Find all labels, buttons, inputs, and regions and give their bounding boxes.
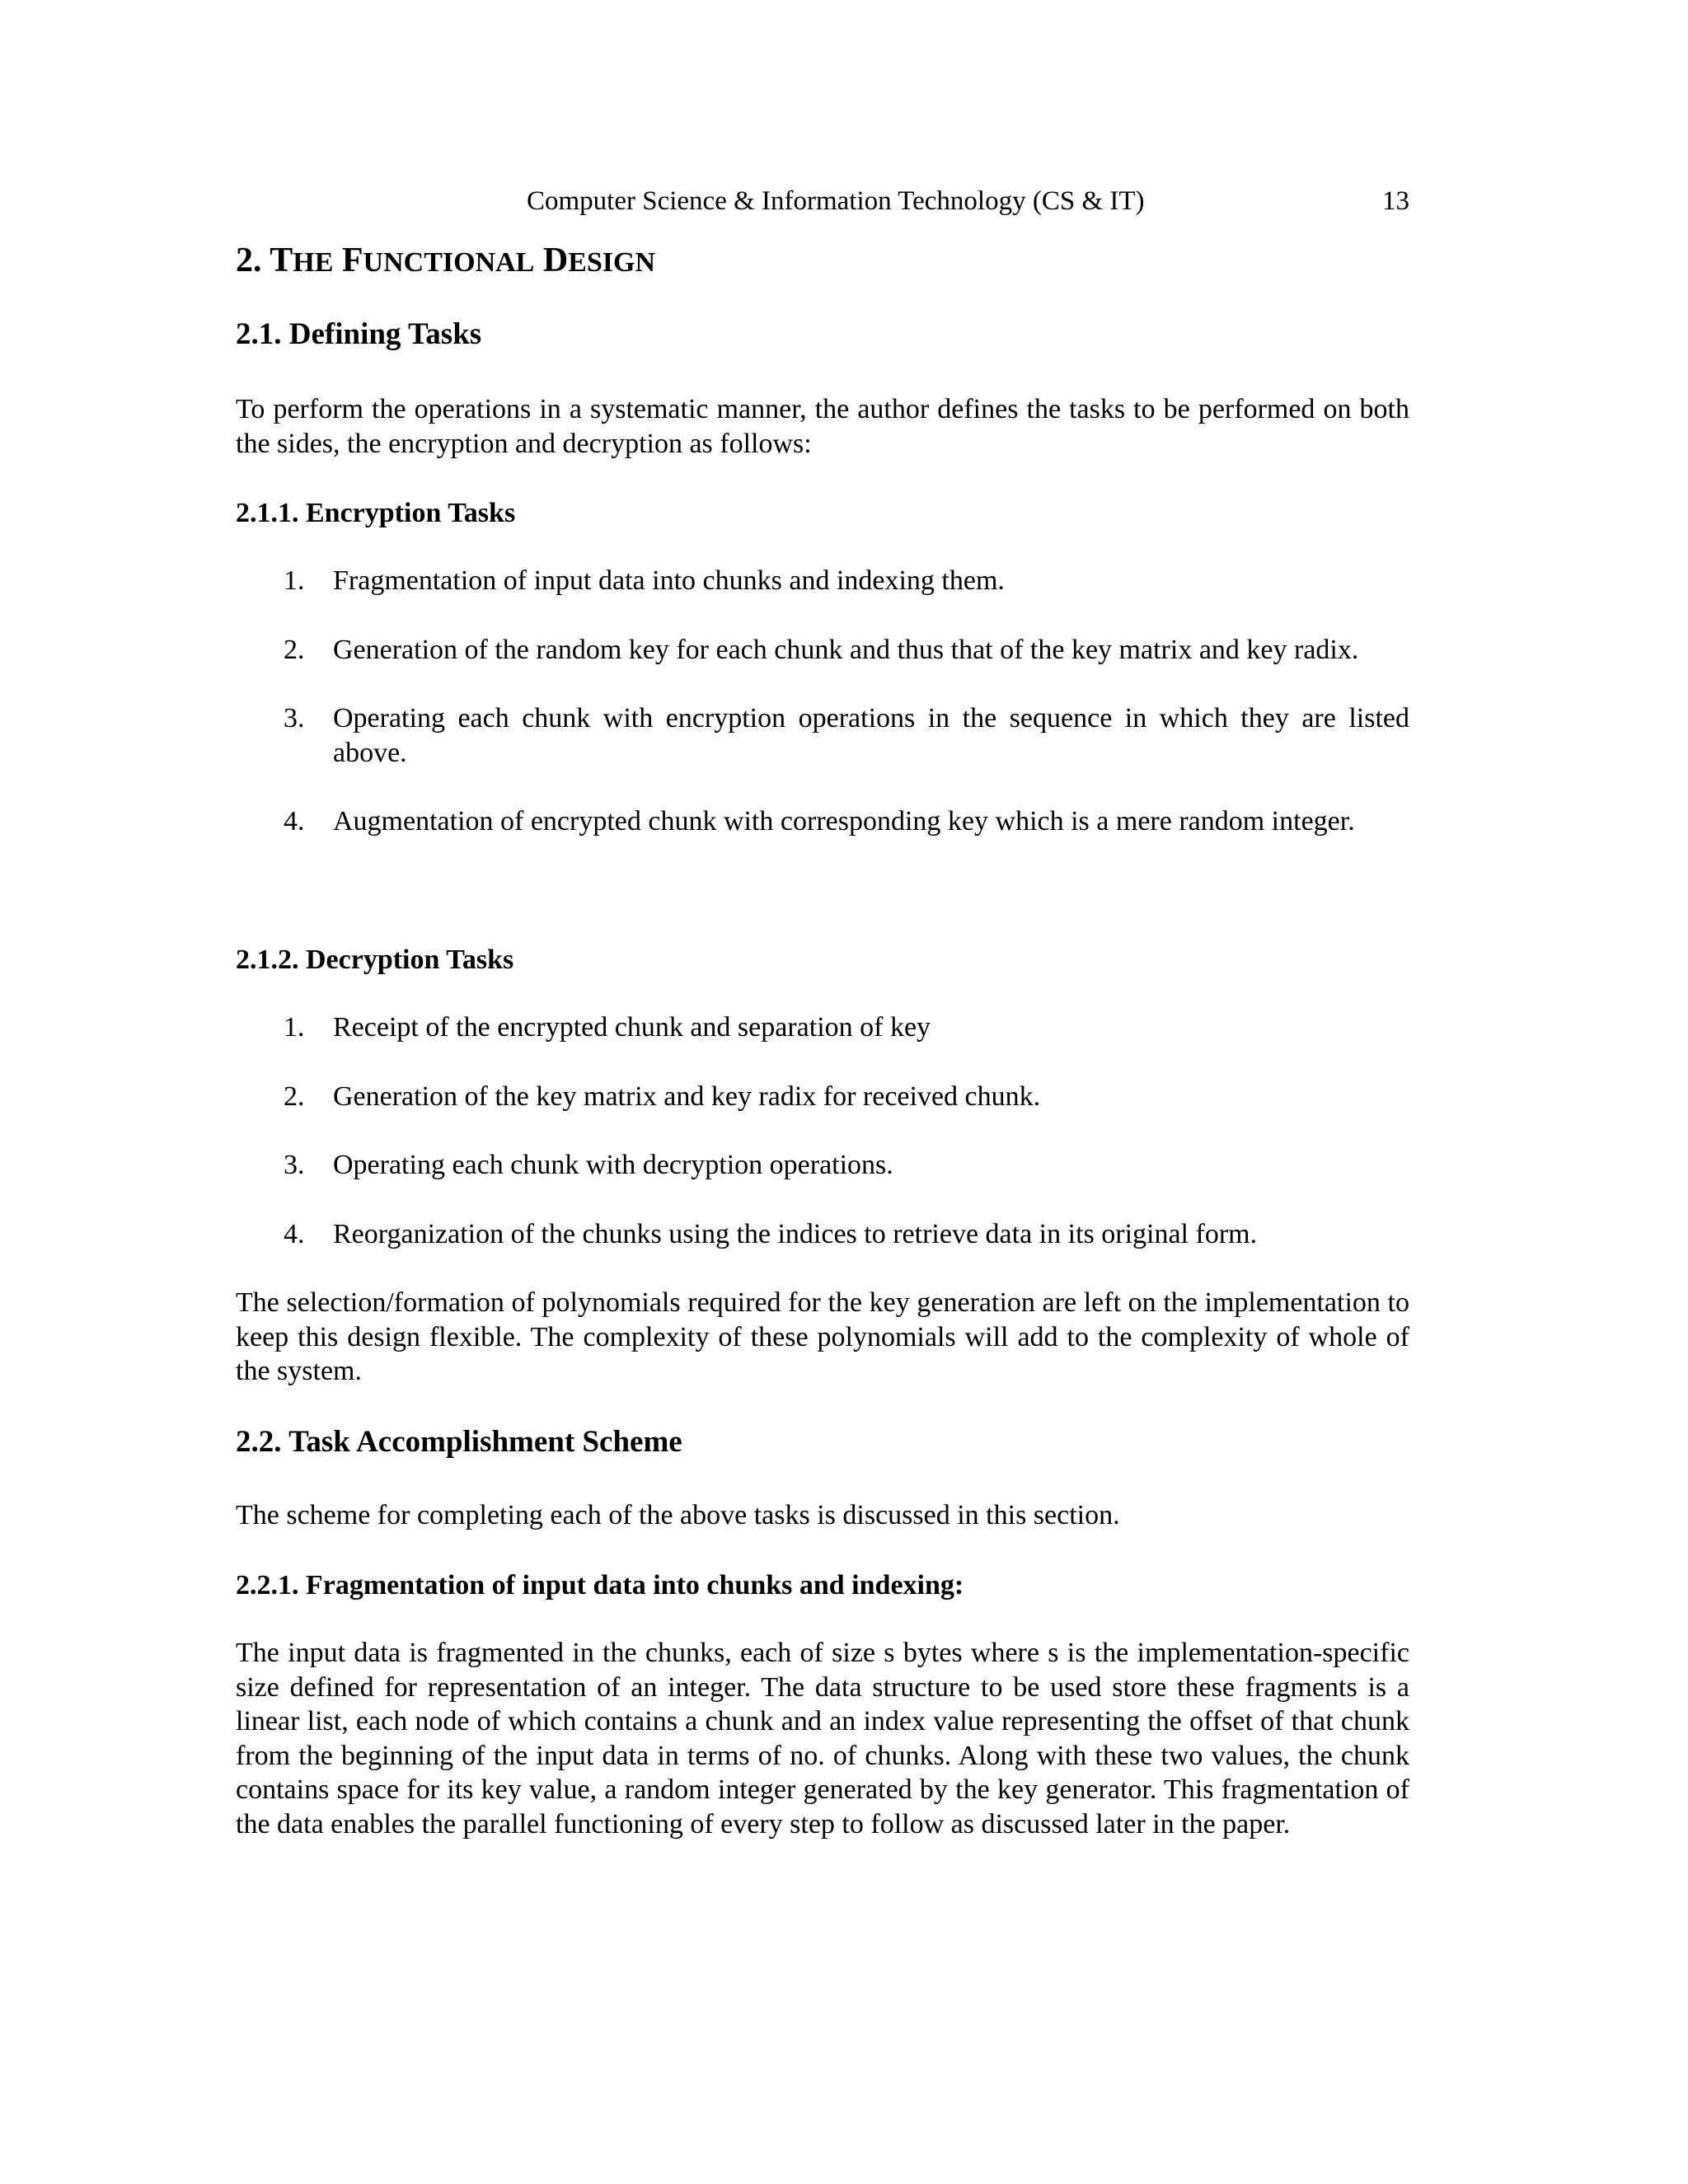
list-item	[236, 633, 1409, 668]
section-2-number: 2.	[236, 241, 270, 279]
decryption-tasks-list	[236, 1010, 1409, 1251]
list-number: 1.	[284, 1012, 305, 1043]
list-item	[236, 1217, 1409, 1252]
list-number: 1.	[284, 565, 305, 596]
list-item-text: Operating each chunk with encryption operations in the sequence in which they are listed above.	[333, 703, 1409, 768]
list-number: 4.	[284, 1218, 305, 1249]
running-header	[236, 183, 1409, 219]
list-number: 2.	[284, 1080, 305, 1112]
encryption-tasks-list	[236, 564, 1409, 839]
section-2-2-1-heading: 2.2.1. Fragmentation of input data into chunks and indexing:	[236, 1570, 964, 1601]
list-item-text: Operating each chunk with decryption operations.	[333, 1150, 893, 1180]
list-item	[236, 564, 1409, 598]
list-number: 3.	[284, 1150, 305, 1180]
list-number: 4.	[284, 806, 305, 837]
section-2-1-1-heading: 2.1.1. Encryption Tasks	[236, 498, 516, 528]
heading-word-2-rest: UNCTIONAL	[363, 247, 535, 278]
list-item-text: Generation of the key matrix and key radix for received chunk.	[333, 1080, 1041, 1112]
list-item	[236, 804, 1409, 839]
section-2-2-heading: 2.2. Task Accomplishment Scheme	[236, 1425, 682, 1459]
running-header-title: Computer Science & Information Technology (CS & IT)	[527, 186, 1145, 216]
section-2-1-heading: 2.1. Defining Tasks	[236, 317, 482, 351]
polynomial-note-paragraph: The selection/formation of polynomials required for the key generation are left on the implementation to keep this design flexible. The complexity of these polynomials will add to the complexity of whole of the system.	[236, 1287, 1409, 1386]
heading-word-3-rest: ESIGN	[568, 247, 656, 278]
list-number: 3.	[284, 703, 305, 733]
heading-word-1-rest: HE	[293, 247, 334, 278]
heading-word-2-cap: F	[341, 241, 363, 279]
list-item	[236, 1080, 1409, 1114]
list-item	[236, 701, 1409, 770]
list-item	[236, 1148, 1409, 1183]
section-2-2-intro: The scheme for completing each of the above tasks is discussed in this section.	[236, 1500, 1120, 1530]
list-item-text: Augmentation of encrypted chunk with corresponding key which is a mere random integer.	[333, 806, 1355, 837]
list-number: 2.	[284, 634, 305, 665]
list-item	[236, 1010, 1409, 1045]
section-2-2-1-body: The input data is fragmented in the chunks, each of size s bytes where s is the implementation-specific size defined for representation of an integer. The data structure to be used store these fragments is a linear list, each node of which contains a chunk and an index value representing the offset of that chunk from the beginning of the input data in terms of no. of chunks. Along with these two values, the chunk contains space for its key value, a random integer generated by the key generator. This fragmentation of the data enables the parallel functioning of every step to follow as discussed later in the paper.	[236, 1638, 1409, 1840]
section-2-1-2-heading: 2.1.2. Decryption Tasks	[236, 944, 514, 975]
heading-word-1-cap: T	[270, 241, 293, 279]
section-2-1-intro: To perform the operations in a systematic manner, the author defines the tasks to be performed on both the sides, the encryption and decryption as follows:	[236, 394, 1409, 459]
section-2-heading	[236, 237, 655, 286]
list-item-text: Receipt of the encrypted chunk and separation of key	[333, 1012, 931, 1043]
list-item-text: Reorganization of the chunks using the indices to retrieve data in its original form.	[333, 1218, 1258, 1249]
list-item-text: Fragmentation of input data into chunks and indexing them.	[333, 565, 1005, 596]
heading-word-3-cap: D	[542, 241, 569, 279]
list-item-text: Generation of the random key for each chunk and thus that of the key matrix and key radix.	[333, 634, 1359, 665]
page-number: 13	[1382, 186, 1409, 216]
